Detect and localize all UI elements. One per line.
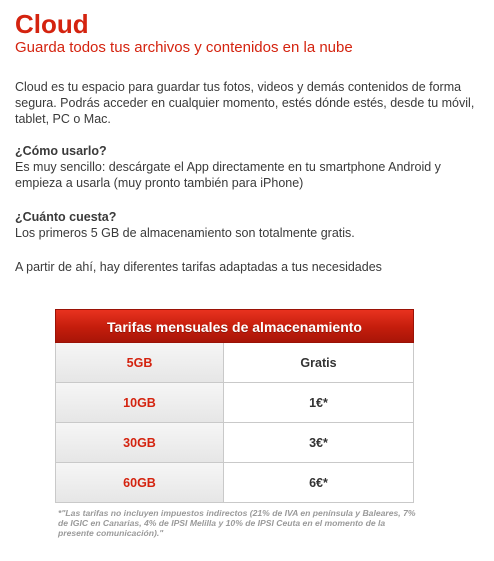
plan-cell: 60GB xyxy=(56,463,224,502)
tariff-table-body xyxy=(55,343,414,503)
page-content xyxy=(15,10,485,275)
price-cell: 1€* xyxy=(224,383,413,422)
how-to-use-text: Es muy sencillo: descárgate el App directamente en tu smartphone Android y empieza a usarla (muy pronto también para iPhone) xyxy=(15,160,441,190)
tariff-table-header: Tarifas mensuales de almacenamiento xyxy=(55,309,414,343)
price-cell: 3€* xyxy=(224,423,413,462)
table-row xyxy=(56,423,413,463)
table-row xyxy=(56,343,413,383)
price-cell: Gratis xyxy=(224,343,413,382)
price-cell: 6€* xyxy=(224,463,413,502)
plan-cell: 5GB xyxy=(56,343,224,382)
tariffs-intro-text: A partir de ahí, hay diferentes tarifas adaptadas a tus necesidades xyxy=(15,260,382,274)
cost-heading: ¿Cuánto cuesta? xyxy=(15,210,117,224)
page-title: Cloud xyxy=(15,9,89,39)
cost-text: Los primeros 5 GB de almacenamiento son totalmente gratis. xyxy=(15,226,355,240)
intro-paragraph: Cloud es tu espacio para guardar tus fotos, videos y demás contenidos de forma segura. Podrás acceder en cualquier momento, estés dónde estés, desde tu móvil, tablet, PC o Mac. xyxy=(15,80,475,126)
tariff-table xyxy=(55,309,414,343)
table-row xyxy=(56,463,413,503)
page-subtitle: Guarda todos tus archivos y contenidos en la nube xyxy=(15,39,353,56)
how-to-use-heading: ¿Cómo usarlo? xyxy=(15,144,107,158)
table-row xyxy=(56,383,413,423)
plan-cell: 30GB xyxy=(56,423,224,462)
tax-footnote: *"Las tarifas no incluyen impuestos indirectos (21% de IVA en península y Baleares, 7% de IGIC en Canarias, 4% de IPSI Melilla y 10% de IPSI Ceuta en el momento de la presente comunicación)." xyxy=(58,508,416,538)
plan-cell: 10GB xyxy=(56,383,224,422)
